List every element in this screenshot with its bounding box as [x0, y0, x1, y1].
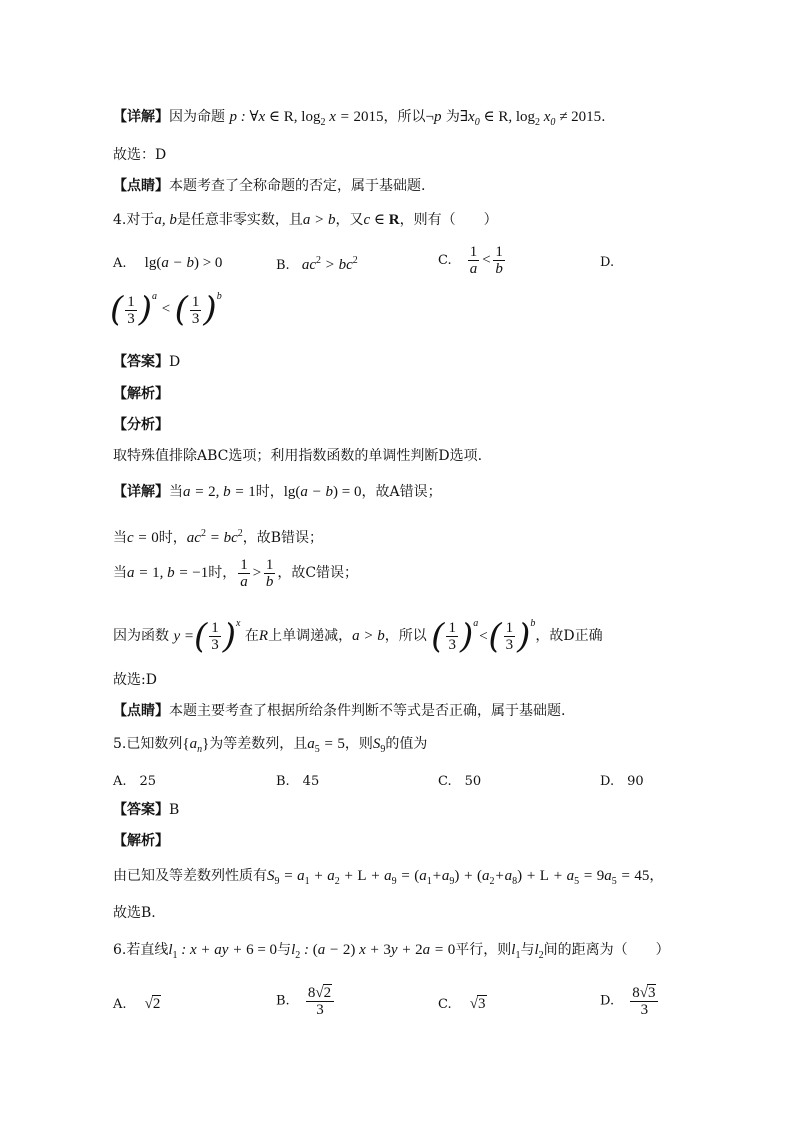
q4-d3-math1: a = 1, b = −1: [127, 564, 209, 581]
q5-stem4: 的值为: [385, 736, 428, 752]
q4-math-c: c ∈ R: [363, 212, 400, 228]
q5-number: 5.: [113, 736, 127, 752]
q4-answer: [113, 352, 180, 372]
q4-select: 故选:D: [113, 672, 157, 688]
q5-option-d: D. 90: [600, 774, 644, 789]
q5-stem3: ，则: [344, 736, 373, 752]
q3-pointing-text: 本题考查了全称命题的否定，属于基础题.: [169, 178, 426, 194]
q4-option-d-math: ( $\frac{1}{3}$ )$^a$ < ( $\frac{1}{3}$ )$^b$: [110, 290, 222, 330]
q4-d1-math2: lg(a − b) = 0: [283, 484, 362, 500]
q4-d1-b: 时，: [255, 484, 284, 500]
detail-label: 【详解】: [113, 109, 169, 125]
q4-stem3: ，又: [335, 212, 364, 228]
q3-math-proposition: p : ∀x ∈ R, $\log_2 x = 2015$: [229, 109, 384, 128]
q4-d4-d: ，所以: [384, 628, 427, 644]
q4-d2-c: ，故B错误；: [242, 530, 324, 546]
q6-option-d: [600, 984, 660, 1018]
answer-label: 【答案】: [113, 354, 169, 370]
q4-d2-b: 时，: [158, 530, 187, 546]
q5-solution: 由已知及等差数列性质有$S_9 = a_1 + a_2 + L + a_9 = (a_1+a_9) + (a_2+a_8) + L + a_5 = 9a_5 = 45$，: [113, 868, 664, 887]
q4-option-a: [113, 255, 222, 272]
q6-stem3: 平行，则: [455, 942, 512, 958]
q4-analysis-label: [113, 384, 169, 404]
q6-option-d-label: D.: [600, 993, 615, 1009]
q6-option-a: [113, 995, 161, 1013]
q3-math-negation: ¬p: [425, 109, 442, 125]
q6-option-a-math: √2: [144, 996, 161, 1012]
q4-pointing-line: [113, 701, 565, 721]
q4-d3-a: 当: [113, 564, 127, 581]
q4-option-b-label: B.: [276, 258, 290, 273]
q5-sol-math: $S_9 = a_1 + a_2 + L + a_9 = (a_1+a_9) + (a_2+a_8) + L + a_5 = 9a_5 = 45$: [267, 868, 650, 887]
q4-d3-math2: $\frac{1}{a}$ > $\frac{1}{b}$: [240, 557, 274, 590]
q4-option-c-label: C.: [438, 252, 452, 268]
q3-detail-text2: ，所以: [383, 109, 426, 125]
q4-detail-4: [113, 602, 603, 659]
q4-stem: [113, 210, 498, 230]
q4-stem1: 对于: [126, 212, 155, 228]
q4-d3-c: ，故C错误；: [277, 564, 359, 581]
q3-pointing-line: [113, 176, 425, 196]
analysis-label: 【解析】: [113, 386, 169, 402]
q4-option-c: [438, 244, 507, 277]
pointing-label: 【点睛】: [113, 178, 169, 194]
answer-label-2: 【答案】: [113, 802, 169, 818]
q4-d4-math1: y =( $\frac{1}{3}$ )$^x$: [173, 616, 241, 657]
q4-stem2: 是任意非零实数，且: [176, 212, 303, 228]
q4-option-b: [276, 255, 358, 274]
q4-pointing-text: 本题主要考查了根据所给条件判断不等式是否正确，属于基础题.: [169, 703, 566, 719]
q6-option-b-math: $\frac{8√2}{3}$: [304, 992, 336, 1008]
q5-answer-value: B: [169, 802, 180, 818]
q4-d4-math2: ( $\frac{1}{3}$ )$^a$<( $\frac{1}{3}$ )$^b$: [431, 616, 536, 657]
q6-option-c: [438, 995, 487, 1013]
q6-option-d-math: $\frac{8√3}{3}$: [628, 992, 660, 1008]
q4-option-b-math: $ac^2 > bc^2$: [301, 255, 358, 273]
q4-option-a-label: A.: [113, 256, 127, 271]
q6-option-b-label: B.: [276, 993, 290, 1009]
q4-detail-2: [113, 524, 323, 548]
q4-fenxi-text: 取特殊值排除ABC选项；利用指数函数的单调性判断D选项.: [113, 448, 483, 464]
q5-math-seq: $\{a_n\}$: [182, 736, 210, 755]
q6-stem5: 间的距离为（ ）: [543, 942, 670, 958]
q5-option-a: A. 25: [113, 774, 157, 789]
q6-math-l1: $l_1$ : x + ay + 6 = 0: [168, 942, 278, 961]
q4-d1-math1: a = 2, b = 1: [183, 484, 256, 500]
q4-d2-a: 当: [113, 530, 127, 546]
q6-math-l1b: $l_1$: [511, 942, 521, 961]
q6-stem4: 与: [520, 942, 535, 958]
q5-sol-text: 由已知及等差数列性质有: [113, 868, 267, 884]
q6-option-b: [276, 984, 336, 1018]
q6-option-a-label: A.: [113, 997, 127, 1012]
q4-d1-c: ，故A错误；: [361, 484, 442, 500]
q5-option-b: B. 45: [276, 774, 320, 789]
q4-d1-a: 当: [169, 484, 183, 500]
fenxi-label: 【分析】: [113, 417, 169, 433]
q5-math-s9: $S_9$: [372, 736, 386, 755]
q5-math-a5: $a_5 = 5$: [307, 736, 345, 755]
analysis-label-2: 【解析】: [113, 833, 169, 849]
q5-stem2: 为等差数列，且: [209, 736, 308, 752]
q4-detail-1: [113, 482, 442, 502]
q3-math-exist: $\exists x_0$ ∈ R, $\log_2 x_0 \ne 2015$: [459, 109, 602, 128]
q4-number: 4.: [113, 212, 127, 228]
q6-option-c-label: C.: [438, 997, 452, 1012]
q4-d4-a: 因为函数: [113, 628, 169, 644]
q4-math-agtb: a > b: [302, 212, 336, 228]
pointing-label-2: 【点睛】: [113, 703, 169, 719]
q4-d4-b: 在: [244, 628, 259, 644]
q3-detail-line: 【详解】因为命题 p : ∀x ∈ R, $\log_2 x = 2015$，所以¬p 为$\exists x_0$ ∈ R, $\log_2 x_0 \ne 2015$.: [113, 109, 606, 128]
q4-math-ab: a, b: [154, 212, 177, 228]
q6-number: 6.: [113, 942, 127, 958]
q5-answer: [113, 800, 179, 820]
q6-stem2: 与: [277, 942, 292, 958]
q5-stem: [113, 734, 427, 760]
q3-detail-text3: 为: [445, 109, 460, 125]
q4-d3-b: 时，: [208, 564, 237, 581]
q4-d4-agtb: a > b: [352, 628, 385, 644]
q4-option-a-math: lg(a − b) > 0: [144, 255, 223, 271]
q5-stem1: 已知数列: [126, 736, 183, 752]
q6-math-l2: $l_2$ : (a − 2) x + 3y + 2a = 0: [291, 942, 456, 961]
q4-d2-math2: $ac^2 = bc^2$: [186, 528, 243, 546]
detail-label-2: 【详解】: [113, 484, 169, 500]
q3-detail-text1: 因为命题: [169, 109, 225, 125]
q4-option-c-math: $\frac{1}{a}$ < $\frac{1}{b}$: [469, 244, 503, 277]
q6-stem1: 若直线: [126, 942, 169, 958]
q4-d4-R: R: [258, 628, 269, 644]
q5-option-c: C. 50: [438, 774, 482, 789]
q6-stem: [113, 940, 670, 966]
q5-analysis-label: [113, 831, 169, 851]
q6-option-c-math: √3: [469, 996, 486, 1012]
q4-d2-math1: c = 0: [127, 530, 159, 546]
q4-d4-e: ，故D正确: [535, 628, 603, 644]
q4-fenxi-label: [113, 415, 169, 435]
q4-stem4: ，则有（ ）: [399, 212, 498, 228]
q5-select: 故选B.: [113, 905, 156, 921]
q4-answer-value: D: [169, 354, 181, 370]
q3-select: 故选：D: [113, 147, 167, 163]
q4-detail-3: [113, 557, 358, 590]
q6-math-l2b: $l_2$: [534, 942, 544, 961]
q4-d4-c: 上单调递减，: [268, 628, 353, 644]
q4-option-d-label: D.: [600, 255, 615, 270]
